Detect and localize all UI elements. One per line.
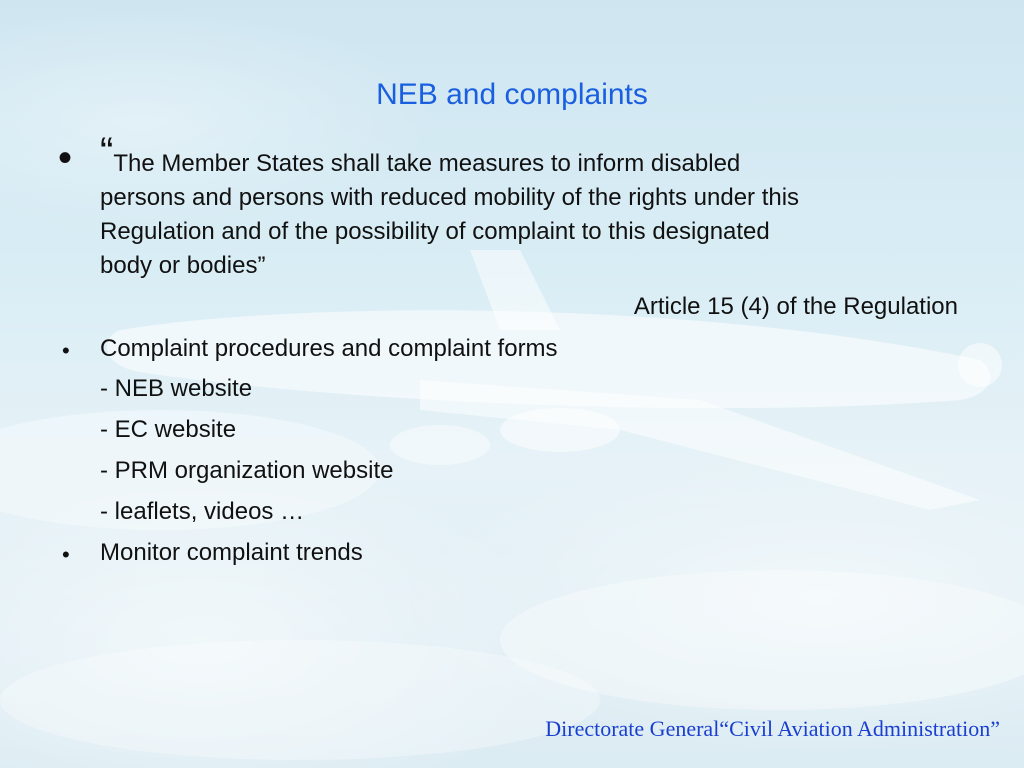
bullet-icon: • bbox=[58, 136, 73, 180]
quote-line-1 bbox=[100, 130, 741, 181]
quote-text-line-1: The Member States shall take measures to inform disabled bbox=[113, 150, 741, 177]
sub-item-leaflets-videos: - leaflets, videos … bbox=[100, 498, 305, 525]
sub-item-ec-website: - EC website bbox=[100, 416, 237, 443]
slide-footer: Directorate General“Civil Aviation Administration” bbox=[545, 716, 1000, 741]
open-quote-mark: “ bbox=[100, 130, 114, 174]
slide-title: NEB and complaints bbox=[376, 78, 648, 111]
quote-citation: Article 15 (4) of the Regulation bbox=[633, 293, 958, 320]
sub-item-prm-website: - PRM organization website bbox=[100, 457, 394, 484]
bullet-icon: • bbox=[62, 338, 70, 363]
bullet-icon: • bbox=[62, 542, 70, 567]
quote-line-4: body or bodies” bbox=[100, 252, 266, 279]
sub-item-neb-website: - NEB website bbox=[100, 375, 253, 402]
quote-line-3: Regulation and of the possibility of complaint to this designated bbox=[100, 218, 770, 245]
bullet-monitor-trends: Monitor complaint trends bbox=[100, 539, 363, 566]
bullet-complaint-procedures: Complaint procedures and complaint forms bbox=[100, 335, 558, 362]
quote-line-2: persons and persons with reduced mobility of the rights under this bbox=[100, 184, 800, 211]
